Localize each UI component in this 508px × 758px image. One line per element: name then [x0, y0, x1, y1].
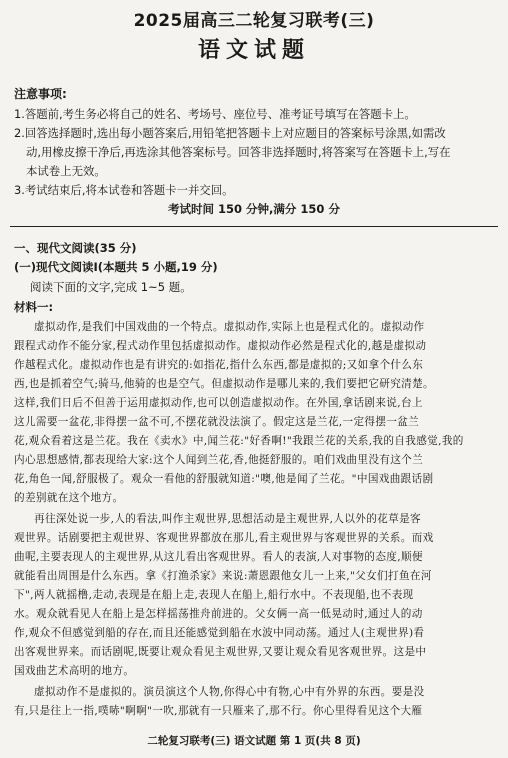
subject-title: 语文试题	[197, 38, 310, 63]
subsection-heading: (一)现代文阅读Ⅰ(本题共 5 小题,19 分)	[14, 260, 218, 274]
reading-instruction: 阅读下面的文字,完成 1~5 题。	[30, 280, 192, 294]
passage-line: 作,观众不但感觉到船的存在,而且还能感觉到船在水波中同动荡。通过人(主观世界)看	[14, 627, 425, 639]
passage-line: 曲呢,主要表现人的主观世界,从这儿看出客观世界。看人的表演,人对事物的态度,顺便	[14, 551, 423, 563]
passage-line: 下",两人就摇橹,走动,表现是在船上走,表现人在船上,船行水中。不表现船,也不表现	[14, 589, 414, 601]
exam-title: 2025届高三二轮复习联考(三)	[133, 11, 375, 31]
passage-line: 内心思想感情,都表现给大家:这个人闻到兰花,香,他挺舒服的。咱们戏曲里没有这个兰	[14, 454, 424, 466]
passage-line: 国戏曲艺术高明的地方。	[14, 665, 135, 677]
passage-line: 出客观世界来。而话剧呢,既要让观众看见主观世界,又要让观众看见客观世界。这是中	[14, 646, 427, 658]
notice-line: 1.答题前,考生务必将自己的姓名、考场号、座位号、准考证号填写在答题卡上。	[14, 107, 416, 121]
passage-line: 跟程式动作不能分家,程式动作里包括虚拟动作。虚拟动作必然是程式化的,越是虚拟动	[14, 340, 427, 352]
passage-line: 花,角色一闻,舒服极了。观众一看他的舒服就知道:"噢,他是闻了兰花。"中国戏曲跟话剧	[14, 473, 434, 485]
passage-line: 再往深处说一步,人的看法,叫作主观世界,思想活动是主观世界,人以外的花草是客	[34, 513, 421, 525]
notice-heading: 注意事项:	[14, 87, 67, 101]
material-label: 材料一:	[14, 300, 54, 314]
exam-time-info: 考试时间 150 分钟,满分 150 分	[168, 202, 340, 216]
passage-line: 有,只是往上一指,噗哧"啊啊"一吹,那就有一只雁来了,那不行。你心里得看见这个大雁	[14, 705, 423, 717]
passage-line: 虚拟动作,是我们中国戏曲的一个特点。虚拟动作,实际上也是程式化的。虚拟动作	[34, 321, 425, 333]
notice-line: 2.回答选择题时,选出每小题答案后,用铅笔把答题卡上对应题目的答案标号涂黑,如需改	[14, 126, 446, 140]
passage-line: 西,也是抓着空气;骑马,他骑的也是空气。但虚拟动作是哪儿来的,我们要把它研究清楚。	[14, 378, 434, 390]
passage-line: 观世界。话剧要把主观世界、客观世界都放在那儿,看主观世界与客观世界的关系。而戏	[14, 532, 434, 544]
notice-line: 动,用橡皮擦干净后,再选涂其他答案标号。回答非选择题时,将答案写在答题卡上,写在	[26, 145, 451, 159]
passage-line: 这儿需要一盆花,非得摆一盆不可,不摆花就没法演了。假定这是兰花,一定得摆一盆兰	[14, 416, 420, 428]
passage-line: 花,观众看着这是兰花。我在《卖水》中,闻兰花:"好香啊!"我跟兰花的关系,我的自我感觉,我的	[14, 435, 464, 447]
passage-line: 的差别就在这个地方。	[14, 492, 124, 504]
divider	[10, 226, 498, 227]
page-footer: 二轮复习联考(三) 语文试题 第 1 页(共 8 页)	[147, 735, 361, 747]
notice-line: 本试卷上无效。	[26, 164, 106, 178]
passage-line: 就能看出周围是什么东西。拿《打渔杀家》来说:萧恩跟他女儿一上来,"父女们打鱼在河	[14, 570, 432, 582]
passage-line: 虚拟动作不是虚拟的。演员演这个人物,你得心中有物,心中有外界的东西。要是没	[34, 686, 425, 698]
passage-line: 这样,我们日后不但善于运用虚拟动作,也可以创造虚拟动作。在外国,拿话剧来说,台上	[14, 397, 423, 409]
notice-line: 3.考试结束后,将本试卷和答题卡一并交回。	[14, 183, 234, 197]
section-heading: 一、现代文阅读(35 分)	[14, 241, 137, 255]
passage-line: 水。观众就看见人在船上是怎样摇荡推舟前进的。父女俩一高一低晃动时,通过人的动	[14, 608, 423, 620]
passage-line: 作越程式化。虚拟动作也是有讲究的:如指花,指什么东西,都是虚拟的;又如拿个什么东	[14, 359, 424, 371]
